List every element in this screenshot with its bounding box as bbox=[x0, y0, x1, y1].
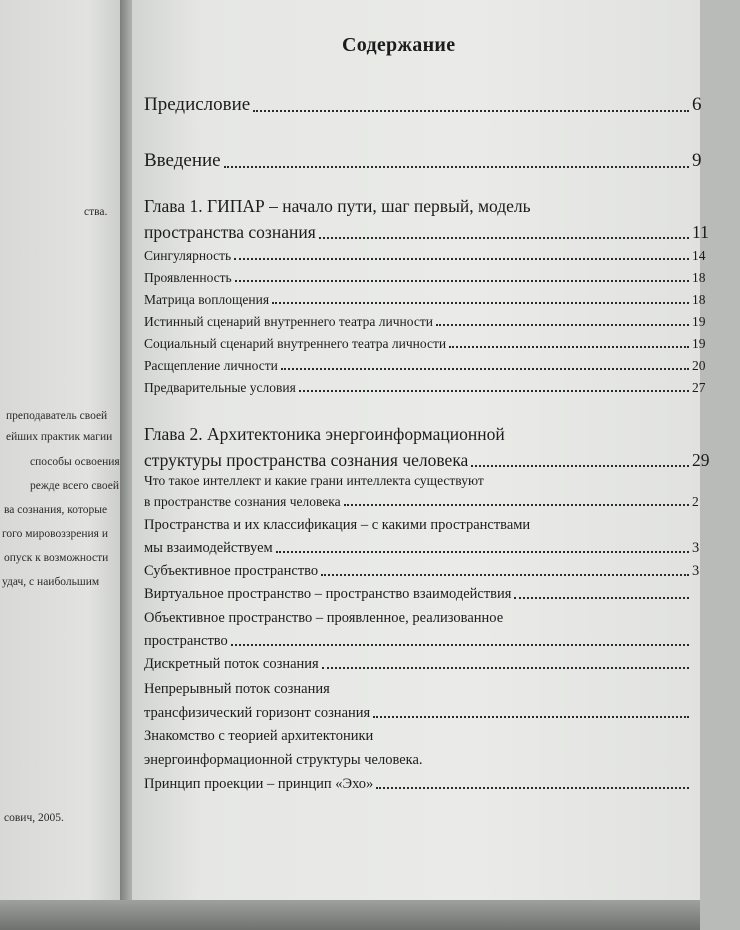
toc-entry-label: Дискретный поток сознания bbox=[144, 656, 319, 672]
dot-leader bbox=[319, 237, 689, 239]
toc-entry-label: пространства сознания bbox=[144, 222, 316, 242]
dot-leader bbox=[436, 324, 689, 326]
toc-entry bbox=[144, 336, 740, 352]
toc-entry-line2: энергоинформационной структуры человека. bbox=[144, 752, 423, 768]
toc-page-number: 3 bbox=[692, 563, 700, 579]
toc-entry-line1: Знакомство с теорией архитектоники bbox=[144, 728, 374, 744]
toc-entry bbox=[144, 270, 740, 286]
toc-entry bbox=[144, 358, 740, 374]
left-page-fragment: сович, 2005. bbox=[4, 812, 64, 824]
toc-entry-line1: Объективное пространство – проявленное, реализованное bbox=[144, 610, 504, 626]
toc-page-number: 27 bbox=[692, 380, 706, 395]
toc-page-number: 2 bbox=[692, 494, 699, 509]
toc-entry bbox=[144, 248, 740, 264]
dot-leader bbox=[321, 574, 689, 576]
toc-entry-label: Проявленность bbox=[144, 270, 232, 285]
toc-entry bbox=[144, 494, 740, 510]
dot-leader bbox=[344, 504, 689, 506]
left-page-fragment: гого мировоззрения и bbox=[2, 528, 108, 540]
toc-entry-label: Сингулярность bbox=[144, 248, 232, 263]
toc-entry bbox=[144, 540, 740, 557]
dot-leader bbox=[373, 716, 689, 718]
left-page-fragment: удач, с наибольшим bbox=[2, 576, 100, 588]
toc-entry-label: мы взаимодействуем bbox=[144, 540, 273, 556]
left-page-fragment: ва сознания, которые bbox=[4, 504, 108, 516]
toc-page-number: 18 bbox=[692, 270, 706, 285]
toc-entry-label: Виртуальное пространство – пространство взаимодействия bbox=[144, 586, 512, 602]
table-surface bbox=[0, 900, 700, 930]
toc-entry-label: Принцип проекции – принцип «Эхо» bbox=[144, 776, 374, 792]
toc-entry bbox=[144, 292, 740, 308]
toc-entry-label: Предисловие bbox=[144, 94, 251, 115]
left-page-fragment: ейших практик магии bbox=[6, 431, 113, 443]
page-title: Содержание bbox=[342, 34, 456, 56]
toc-entry-label: Введение bbox=[144, 150, 221, 171]
dot-leader bbox=[224, 166, 689, 168]
toc-entry-label: пространство bbox=[144, 633, 228, 649]
chapter-2-heading-line2 bbox=[144, 450, 740, 471]
toc-entry bbox=[144, 586, 740, 603]
chapter-1-heading-line2 bbox=[144, 222, 740, 243]
chapter-1-heading: Глава 1. ГИПАР – начало пути, шаг первый, модель bbox=[144, 196, 531, 216]
chapter-2-heading: Глава 2. Архитектоника энергоинформационной bbox=[144, 424, 505, 444]
left-page-fragment: способы освоения bbox=[30, 456, 120, 468]
toc-entry bbox=[144, 705, 740, 722]
toc-entry bbox=[144, 633, 740, 650]
toc-page-number: 9 bbox=[692, 150, 702, 171]
toc-page-number: 19 bbox=[692, 314, 706, 329]
toc-entry bbox=[144, 314, 740, 330]
toc-entry-label: Матрица воплощения bbox=[144, 292, 270, 307]
toc-entry bbox=[144, 776, 740, 793]
toc-entry-line1: Непрерывный поток сознания bbox=[144, 681, 330, 697]
toc-page-number: 20 bbox=[692, 358, 706, 373]
toc-entry-label: Субъективное пространство bbox=[144, 563, 319, 579]
toc-entry-label: Предварительные условия bbox=[144, 380, 296, 395]
toc-entry-preface bbox=[144, 94, 740, 116]
dot-leader bbox=[234, 258, 689, 260]
dot-leader bbox=[281, 368, 689, 370]
dot-leader bbox=[471, 465, 689, 467]
dot-leader bbox=[299, 390, 689, 392]
dot-leader bbox=[253, 110, 689, 112]
dot-leader bbox=[231, 644, 689, 646]
left-facing-page bbox=[0, 0, 126, 908]
toc-entry-label: Расщепление личности bbox=[144, 358, 278, 373]
left-page-fragment: опуск к возможности bbox=[4, 552, 109, 564]
dot-leader bbox=[272, 302, 689, 304]
toc-entry-line1: Что такое интеллект и какие грани интеллекта существуют bbox=[144, 473, 484, 488]
dot-leader bbox=[514, 597, 689, 599]
dot-leader bbox=[376, 787, 689, 789]
toc-entry bbox=[144, 656, 740, 673]
toc-page-number: 19 bbox=[692, 336, 706, 351]
toc-page-number: 6 bbox=[692, 94, 702, 115]
toc-entry-label: Социальный сценарий внутреннего театра личности bbox=[144, 336, 447, 351]
left-page-fragment: режде всего своей bbox=[30, 480, 120, 492]
left-page-fragment: ства. bbox=[84, 206, 108, 218]
toc-entry bbox=[144, 563, 740, 580]
toc-page-number: 14 bbox=[692, 248, 706, 263]
toc-entry-line1: Пространства и их классификация – с какими пространствами bbox=[144, 517, 531, 533]
contents-page bbox=[132, 0, 710, 908]
toc-page-number: 29 bbox=[692, 450, 710, 470]
toc-entry-label: структуры пространства сознания человека bbox=[144, 450, 469, 470]
left-page-fragment: преподаватель своей bbox=[6, 410, 108, 422]
toc-entry-introduction bbox=[144, 150, 740, 172]
toc-page-number: 3 bbox=[692, 540, 700, 556]
toc-page-number: 11 bbox=[692, 222, 709, 242]
toc-entry-label: Истинный сценарий внутреннего театра личности bbox=[144, 314, 433, 329]
toc-entry-label: трансфизический горизонт сознания bbox=[144, 705, 371, 721]
toc-page-number: 18 bbox=[692, 292, 706, 307]
dot-leader bbox=[276, 551, 689, 553]
toc-entry-label: в пространстве сознания человека bbox=[144, 494, 341, 509]
dot-leader bbox=[449, 346, 689, 348]
toc-entry bbox=[144, 380, 740, 396]
dot-leader bbox=[235, 280, 689, 282]
dot-leader bbox=[322, 667, 689, 669]
